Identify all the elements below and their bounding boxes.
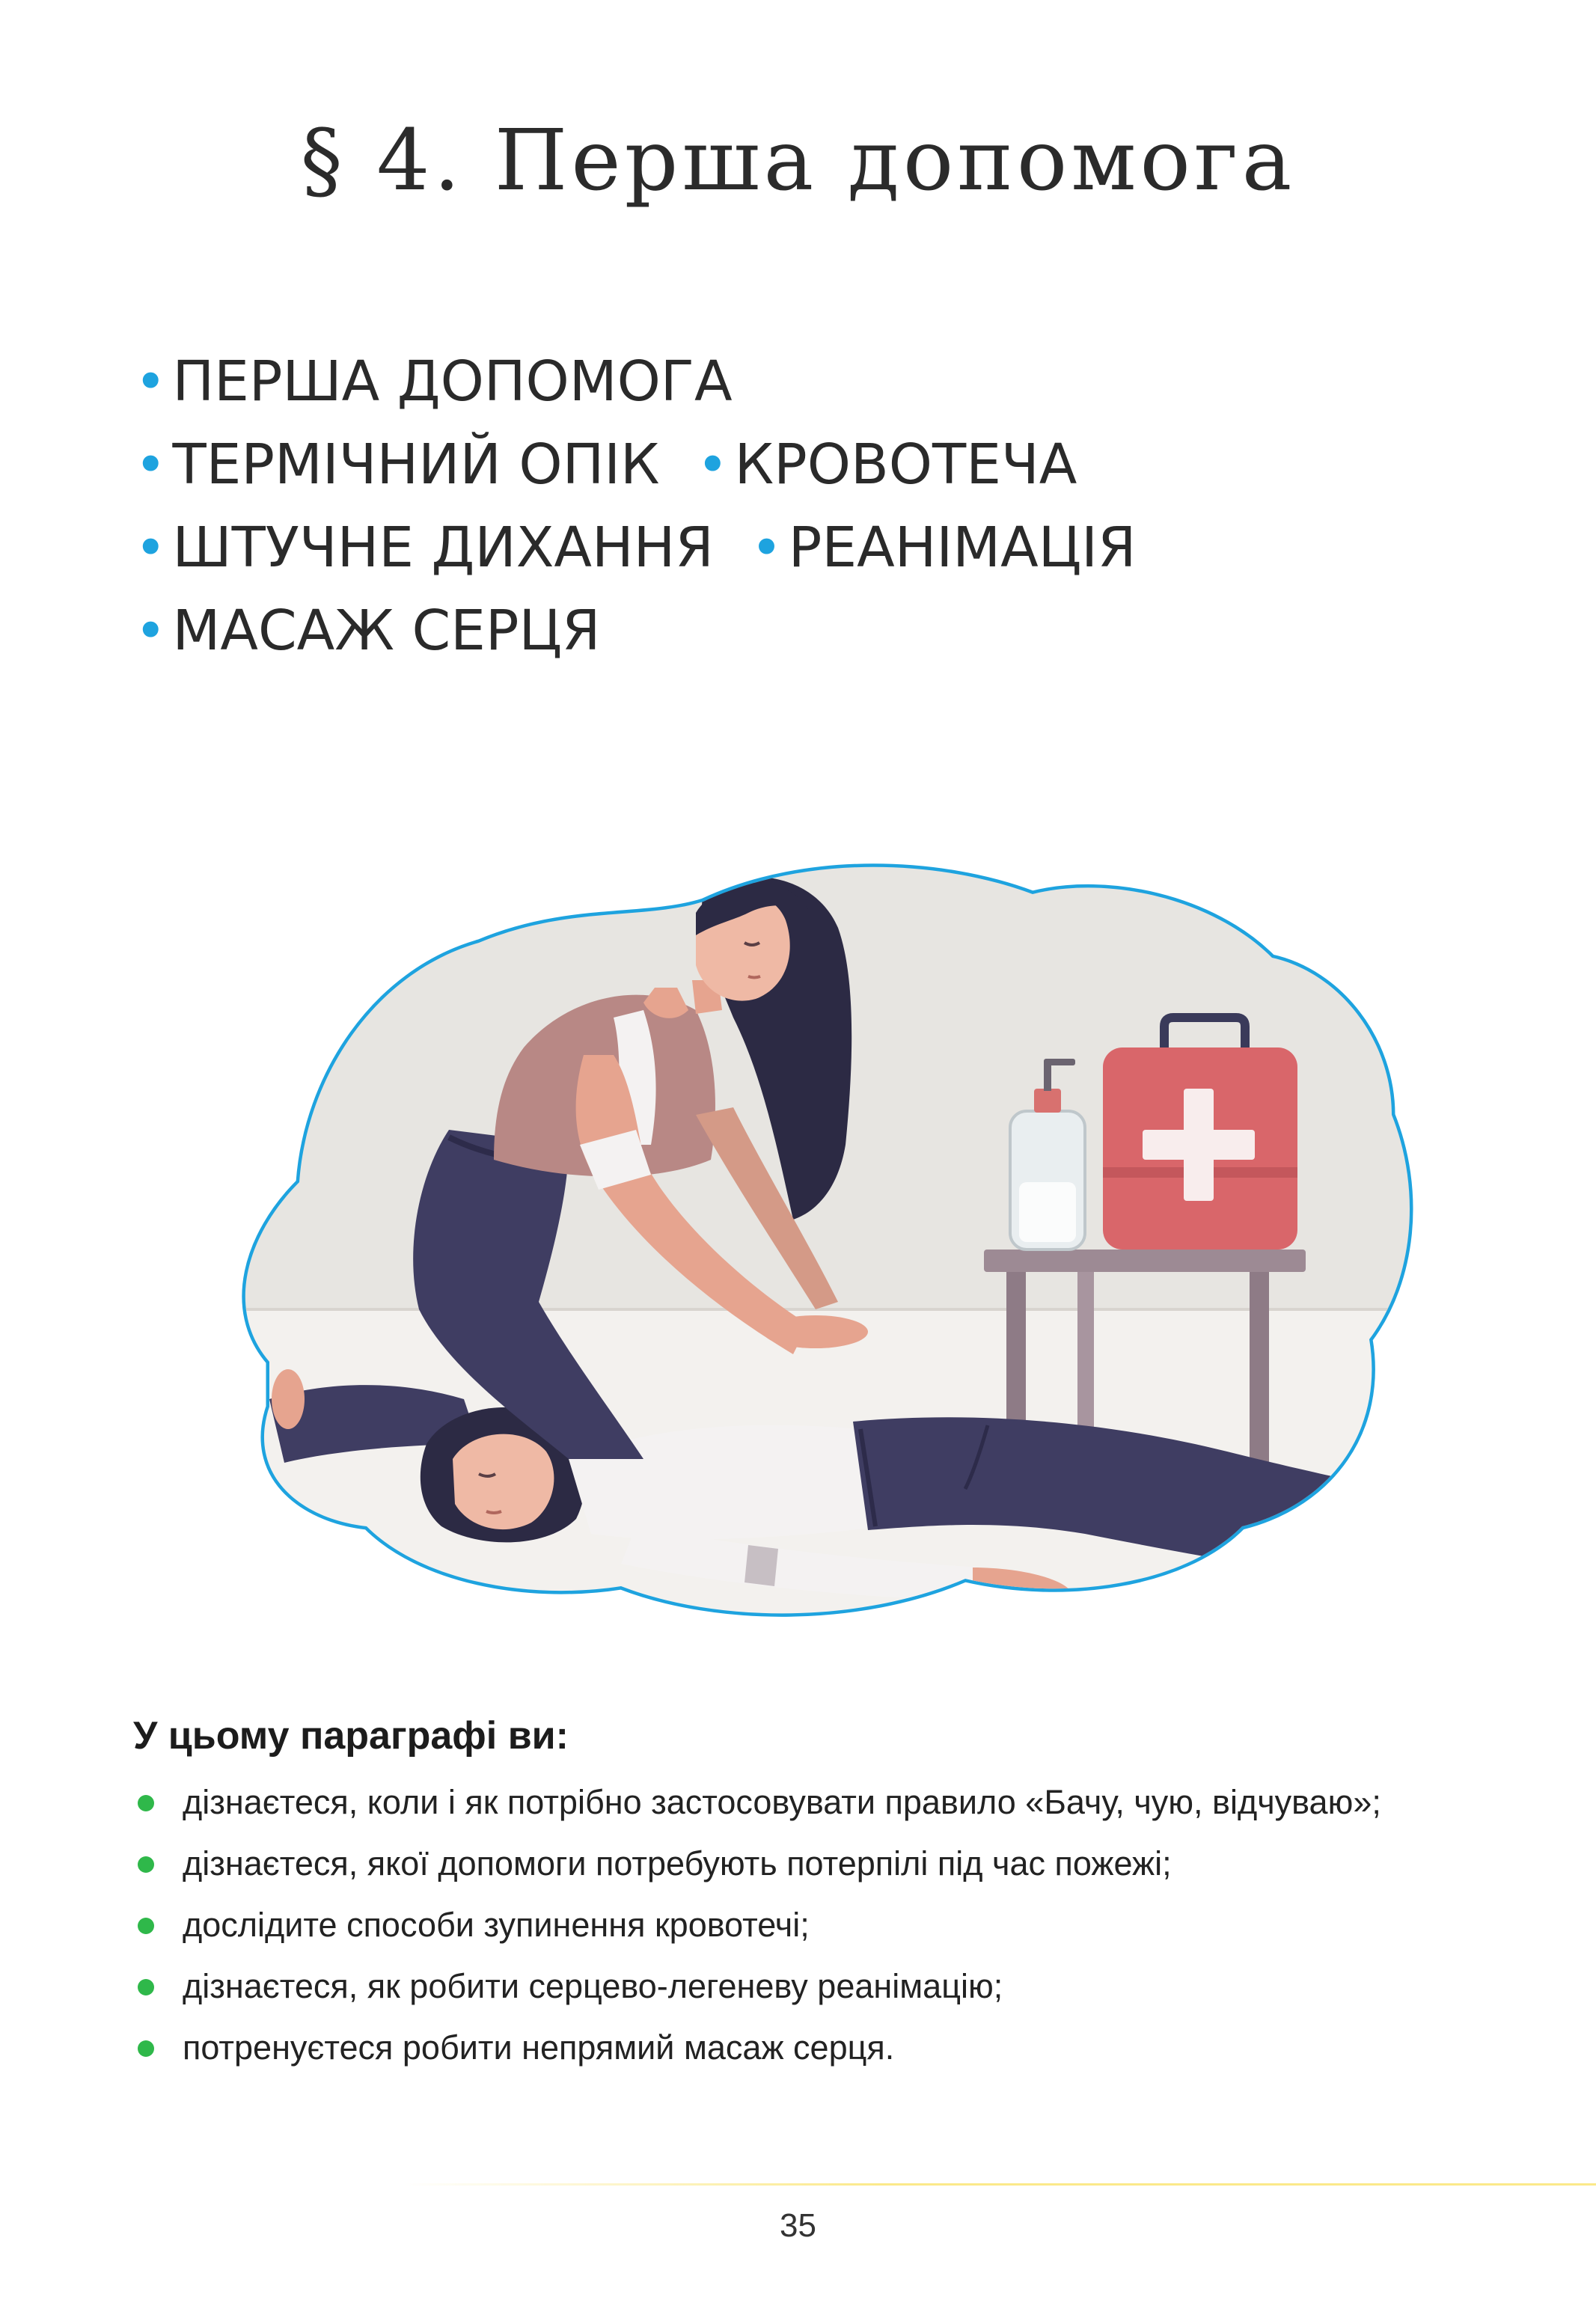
bullet-icon: • [750, 516, 783, 579]
objective-text: дослідите способи зупинення кровотечі; [183, 1906, 810, 1944]
page-number: 35 [780, 2207, 816, 2244]
keyword-line [135, 507, 1482, 590]
first-aid-cpr-illustration [0, 831, 1596, 1654]
first-aid-kit-icon [1103, 1018, 1297, 1250]
keyword-item [135, 432, 660, 497]
objective-text: дізнаєтеся, якої допомоги потребують потерпілі під час пожежі; [183, 1844, 1172, 1882]
objective-text: потренуєтеся робити непрямий масаж серця. [183, 2028, 895, 2067]
keyword-label: ШТУЧНЕ ДИХАННЯ [172, 516, 714, 580]
keyword-label: МАСАЖ СЕРЦЯ [172, 599, 601, 663]
bullet-icon [138, 1856, 154, 1873]
keyword-label: КРОВОТЕЧА [734, 432, 1077, 497]
bullet-icon: • [697, 433, 729, 496]
keyword-line [135, 423, 1482, 507]
objective-text: дізнаєтеся, як робити серцево-легеневу реанімацію; [183, 1967, 1003, 2005]
keyword-item [697, 432, 1077, 497]
keyword-line [135, 340, 1482, 423]
bullet-icon [138, 2040, 154, 2057]
keyword-label: ПЕРША ДОПОМОГА [172, 349, 733, 414]
bullet-icon [138, 1979, 154, 1995]
list-item [133, 1781, 1405, 1824]
list-item [133, 1965, 1405, 2008]
bullet-icon: • [135, 599, 167, 662]
objective-text: дізнаєтеся, коли і як потрібно застосовувати правило «Бачу, чую, відчуваю»; [183, 1783, 1381, 1821]
list-item [133, 2026, 1405, 2070]
bullet-icon [138, 1795, 154, 1811]
bullet-icon [138, 1918, 154, 1934]
page-title: § 4. Перша допомога [300, 112, 1296, 209]
keyword-item [135, 349, 733, 414]
footer-divider [404, 2183, 1596, 2186]
keyword-list [135, 340, 1482, 673]
objectives-heading: У цьому параграфі ви: [133, 1714, 569, 1758]
list-item [133, 1842, 1405, 1885]
keyword-item [135, 516, 714, 580]
objectives-list [133, 1781, 1405, 2088]
keyword-item [750, 516, 1136, 580]
keyword-item [135, 599, 600, 663]
keyword-line [135, 590, 1482, 673]
list-item [133, 1903, 1405, 1947]
keyword-label: РЕАНІМАЦІЯ [788, 516, 1137, 580]
bullet-icon: • [135, 433, 167, 496]
bullet-icon: • [135, 350, 167, 413]
keyword-label: ТЕРМІЧНИЙ ОПІК [172, 432, 660, 497]
bullet-icon: • [135, 516, 167, 579]
